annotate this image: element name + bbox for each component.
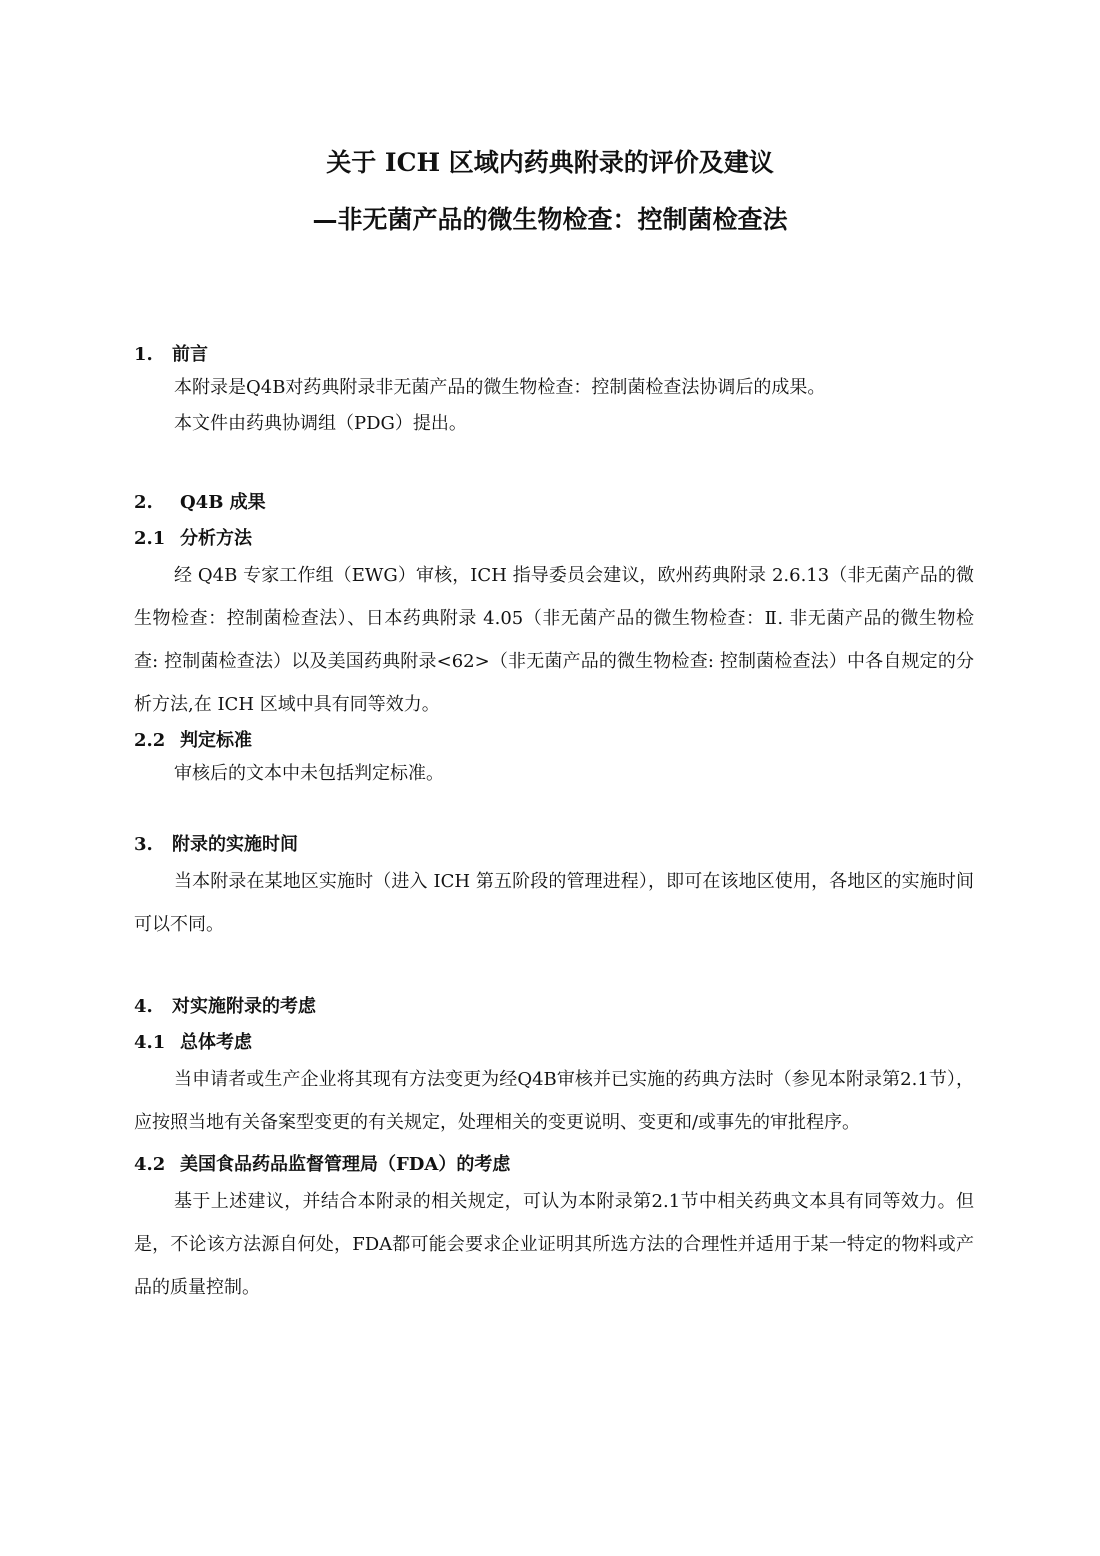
paragraph: 当本附录在某地区实施时（进入 ICH 第五阶段的管理进程），即可在该地区使用，各地区的实施时间可以不同。 <box>134 871 974 935</box>
section-number: 3. <box>134 834 153 855</box>
subsection-number: 4.1 <box>134 1032 166 1053</box>
section-number: 4. <box>134 996 153 1017</box>
subsection-title: 判定标准 <box>180 730 252 751</box>
paragraph: 当申请者或生产企业将其现有方法变更为经Q4B审核并已实施的药典方法时（参见本附录第2.1节），应按照当地有关备案型变更的有关规定，处理相关的变更说明、变更和/或事先的审批程序。 <box>134 1069 974 1133</box>
subsection-4-2-heading <box>134 1150 974 1180</box>
document-subtitle: —非无菌产品的微生物检查：控制菌检查法 <box>312 205 788 234</box>
paragraph: 经 Q4B 专家工作组（EWG）审核，ICH 指导委员会建议，欧州药典附录 2.6.13（非无菌产品的微生物检查：控制菌检查法）、日本药典附录 4.05（非无菌产品的微生物检查：Ⅱ. 非无菌产品的微生物检查: 控制菌检查法）以及美国药典附录<62>（非无菌产品的微生物检查: 控制菌检查法）中各自规定的分析方法,在 ICH 区域中具有同等效力。 <box>134 565 974 715</box>
paragraph: 本附录是Q4B对药典附录非无菌产品的微生物检查：控制菌检查法协调后的成果。 <box>174 377 826 398</box>
subsection-number: 4.2 <box>134 1154 166 1175</box>
subsection-number: 2.1 <box>134 528 166 549</box>
subsection-title: 美国食品药品监督管理局（FDA）的考虑 <box>180 1154 511 1175</box>
subsection-4-1-heading <box>134 1028 974 1058</box>
paragraph: 基于上述建议，并结合本附录的相关规定，可认为本附录第2.1节中相关药典文本具有同等效力。但是，不论该方法源自何处，FDA都可能会要求企业证明其所选方法的合理性并适用于某一特定的物料或产品的质量控制。 <box>134 1191 974 1298</box>
document-title: 关于 ICH 区域内药典附录的评价及建议 <box>326 148 774 177</box>
section-3-heading <box>134 830 974 860</box>
section-4-heading <box>134 992 974 1022</box>
section-title: 前言 <box>172 344 208 365</box>
subsection-2-2-heading <box>134 726 974 756</box>
section-title: 对实施附录的考虑 <box>172 996 316 1017</box>
section-title: Q4B 成果 <box>180 492 266 513</box>
section-1-heading <box>134 340 974 370</box>
section-title: 附录的实施时间 <box>172 834 298 855</box>
section-2-heading <box>134 488 974 518</box>
subsection-title: 分析方法 <box>180 528 252 549</box>
paragraph: 审核后的文本中未包括判定标准。 <box>174 763 444 784</box>
subsection-number: 2.2 <box>134 730 166 751</box>
document-body <box>134 340 974 1309</box>
subsection-2-1-heading <box>134 524 974 554</box>
paragraph: 本文件由药典协调组（PDG）提出。 <box>174 413 467 434</box>
subsection-title: 总体考虑 <box>180 1032 252 1053</box>
section-number: 1. <box>134 344 153 365</box>
section-number: 2. <box>134 492 153 513</box>
